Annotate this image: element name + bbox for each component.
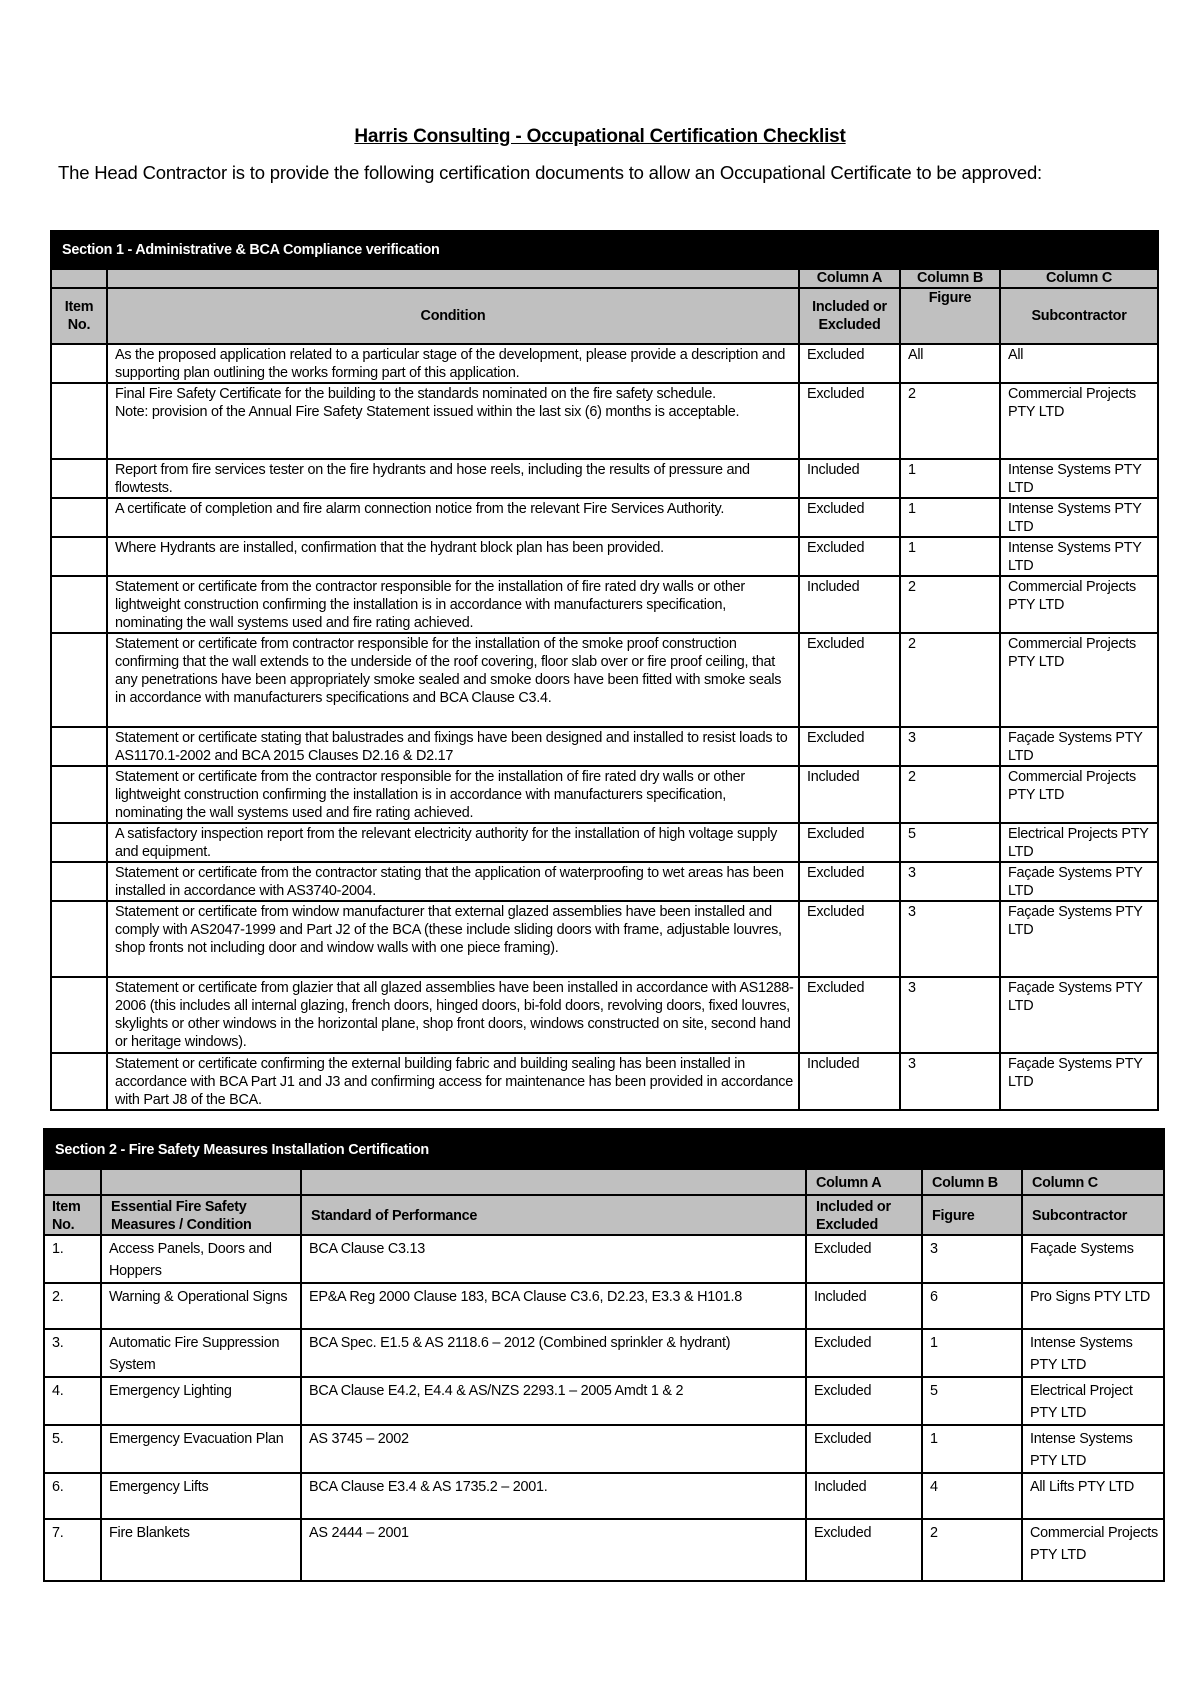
subcontractor-cell: Commercial Projects PTY LTD xyxy=(1000,383,1158,459)
intro-text: The Head Contractor is to provide the following certification documents to allow an Occupational Certificate to be approved: xyxy=(58,162,1042,183)
status-cell: Excluded xyxy=(806,1235,922,1283)
item-cell: 3. xyxy=(44,1329,101,1377)
item-cell xyxy=(51,498,107,537)
table-row xyxy=(51,1053,1158,1110)
status-cell: Excluded xyxy=(799,823,900,862)
condition-cell: Statement or certificate stating that balustrades and fixings have been designed and installed to resist loads to AS1170.1-2002 and BCA 2015 Clauses D2.16 & D2.17 xyxy=(107,727,799,766)
subcontractor-cell: Intense Systems PTY LTD xyxy=(1000,537,1158,576)
condition-cell: Report from fire services tester on the fire hydrants and hose reels, including the results of pressure and flowtests. xyxy=(107,459,799,498)
status-cell: Included xyxy=(799,459,900,498)
item-cell: 6. xyxy=(44,1473,101,1519)
status-cell: Excluded xyxy=(799,727,900,766)
blank-cell xyxy=(44,1169,101,1195)
condition-cell: Statement or certificate from glazier that all glazed assemblies have been installed in accordance with AS1288-2006 (this includes all internal glazing, french doors, hinged doors, bi-fold doors, revolving doors, fixed louvres, skylights or other windows in the horizontal plane, shop front doors, windows constructed on site, second hand or heritage windows). xyxy=(107,977,799,1053)
measure-cell: Emergency Lifts xyxy=(101,1473,301,1519)
table-row xyxy=(51,344,1158,383)
item-cell xyxy=(51,576,107,633)
figure-cell: 1 xyxy=(922,1425,1022,1473)
item-cell xyxy=(51,862,107,901)
item-cell xyxy=(51,977,107,1053)
subcontractor-cell: Façade Systems PTY LTD xyxy=(1000,862,1158,901)
subcontractor-cell: Commercial Projects PTY LTD xyxy=(1000,766,1158,823)
figure-cell: 2 xyxy=(900,633,1000,727)
column-b-label: Column B xyxy=(900,269,1000,288)
table-row xyxy=(44,1235,1164,1283)
condition-cell: Where Hydrants are installed, confirmation that the hydrant block plan has been provided. xyxy=(107,537,799,576)
table-row xyxy=(51,823,1158,862)
table-row xyxy=(44,1377,1164,1425)
figure-cell: 2 xyxy=(900,576,1000,633)
table-row xyxy=(51,383,1158,459)
table-row xyxy=(51,901,1158,977)
subcontractor-cell: Façade Systems PTY LTD xyxy=(1000,727,1158,766)
standard-cell: EP&A Reg 2000 Clause 183, BCA Clause C3.6, D2.23, E3.3 & H101.8 xyxy=(301,1283,806,1329)
condition-cell: A certificate of completion and fire alarm connection notice from the relevant Fire Services Authority. xyxy=(107,498,799,537)
item-cell xyxy=(51,727,107,766)
condition-cell: Statement or certificate from the contractor responsible for the installation of fire rated dry walls or other lightweight construction confirming the installation is in accordance with manufacturers specification, nominating the wall systems used and fire rating achieved. xyxy=(107,576,799,633)
measure-header: Essential Fire Safety Measures / Condition xyxy=(101,1195,301,1235)
column-b-label: Column B xyxy=(922,1169,1022,1195)
standard-cell: BCA Clause C3.13 xyxy=(301,1235,806,1283)
figure-cell: 5 xyxy=(922,1377,1022,1425)
blank-cell xyxy=(101,1169,301,1195)
status-cell: Included xyxy=(799,766,900,823)
table-row xyxy=(51,459,1158,498)
table-row xyxy=(51,862,1158,901)
item-cell xyxy=(51,344,107,383)
item-cell xyxy=(51,766,107,823)
status-cell: Excluded xyxy=(806,1519,922,1581)
section2-table xyxy=(43,1128,1165,1582)
blank-cell xyxy=(51,269,107,288)
item-cell: 7. xyxy=(44,1519,101,1581)
subcontractor-cell: Intense Systems PTY LTD xyxy=(1000,459,1158,498)
figure-cell: All xyxy=(900,344,1000,383)
subcontractor-header: Subcontractor xyxy=(1022,1195,1164,1235)
standard-cell: AS 2444 – 2001 xyxy=(301,1519,806,1581)
section1-table xyxy=(50,230,1159,1111)
table-row xyxy=(44,1425,1164,1473)
subcontractor-cell: Façade Systems PTY LTD xyxy=(1000,1053,1158,1110)
subcontractor-cell: Commercial Projects PTY LTD xyxy=(1000,633,1158,727)
item-cell xyxy=(51,1053,107,1110)
item-cell xyxy=(51,901,107,977)
standard-header: Standard of Performance xyxy=(301,1195,806,1235)
figure-cell: 2 xyxy=(922,1519,1022,1581)
status-cell: Excluded xyxy=(799,977,900,1053)
table-row xyxy=(51,537,1158,576)
subcontractor-cell: Commercial Projects PTY LTD xyxy=(1022,1519,1164,1581)
figure-cell: 1 xyxy=(922,1329,1022,1377)
measure-cell: Emergency Evacuation Plan xyxy=(101,1425,301,1473)
table-row xyxy=(51,977,1158,1053)
condition-cell: Statement or certificate from window manufacturer that external glazed assemblies have been installed and comply with AS2047-1999 and Part J2 of the BCA (these include sliding doors with frame, adjustable louvres, shop fronts not including door and window walls with one piece framing). xyxy=(107,901,799,977)
condition-cell: Statement or certificate confirming the external building fabric and building sealing has been installed in accordance with BCA Part J1 and J3 and confirming access for maintenance has been provided in accordance with Part J8 of the BCA. xyxy=(107,1053,799,1110)
item-no-header: Item No. xyxy=(44,1195,101,1235)
standard-cell: AS 3745 – 2002 xyxy=(301,1425,806,1473)
included-excluded-header: Included or Excluded xyxy=(799,288,900,344)
figure-cell: 2 xyxy=(900,766,1000,823)
status-cell: Excluded xyxy=(806,1425,922,1473)
page-title: Harris Consulting - Occupational Certification Checklist xyxy=(354,126,846,147)
subcontractor-header: Subcontractor xyxy=(1000,288,1158,344)
subcontractor-cell: Façade Systems PTY LTD xyxy=(1000,977,1158,1053)
section1-rows xyxy=(51,344,1158,1110)
item-cell xyxy=(51,823,107,862)
status-cell: Excluded xyxy=(799,862,900,901)
condition-text: Final Fire Safety Certificate for the building to the standards nominated on the fire safety schedule. xyxy=(115,386,716,402)
measure-cell: Fire Blankets xyxy=(101,1519,301,1581)
table-row xyxy=(51,727,1158,766)
figure-cell: 3 xyxy=(900,1053,1000,1110)
table-row xyxy=(44,1283,1164,1329)
figure-cell: 4 xyxy=(922,1473,1022,1519)
condition-note: Note: provision of the Annual Fire Safety Statement issued within the last six (6) months is acceptable. xyxy=(115,404,740,420)
standard-cell: BCA Spec. E1.5 & AS 2118.6 – 2012 (Combined sprinkler & hydrant) xyxy=(301,1329,806,1377)
table-row xyxy=(51,498,1158,537)
subcontractor-cell: All xyxy=(1000,344,1158,383)
subcontractor-cell: Intense Systems PTY LTD xyxy=(1022,1425,1164,1473)
subcontractor-cell: Façade Systems xyxy=(1022,1235,1164,1283)
blank-cell xyxy=(107,269,799,288)
table-row xyxy=(44,1519,1164,1581)
subcontractor-cell: Commercial Projects PTY LTD xyxy=(1000,576,1158,633)
condition-cell: A satisfactory inspection report from the relevant electricity authority for the installation of high voltage supply and equipment. xyxy=(107,823,799,862)
condition-cell xyxy=(107,383,799,459)
status-cell: Excluded xyxy=(799,498,900,537)
table-row xyxy=(44,1473,1164,1519)
figure-cell: 6 xyxy=(922,1283,1022,1329)
figure-cell: 3 xyxy=(900,862,1000,901)
section2-rows xyxy=(44,1235,1164,1581)
item-cell xyxy=(51,383,107,459)
status-cell: Excluded xyxy=(799,633,900,727)
status-cell: Included xyxy=(799,1053,900,1110)
item-cell xyxy=(51,633,107,727)
status-cell: Excluded xyxy=(799,537,900,576)
measure-cell: Automatic Fire Suppression System xyxy=(101,1329,301,1377)
table-row xyxy=(51,576,1158,633)
status-cell: Excluded xyxy=(806,1377,922,1425)
figure-cell: 1 xyxy=(900,537,1000,576)
column-a-label: Column A xyxy=(806,1169,922,1195)
measure-cell: Emergency Lighting xyxy=(101,1377,301,1425)
condition-header: Condition xyxy=(107,288,799,344)
item-cell: 2. xyxy=(44,1283,101,1329)
condition-cell: Statement or certificate from the contractor responsible for the installation of fire rated dry walls or other lightweight construction confirming the installation is in accordance with manufacturers specification, nominating the wall systems used and fire rating achieved. xyxy=(107,766,799,823)
measure-cell: Access Panels, Doors and Hoppers xyxy=(101,1235,301,1283)
figure-cell: 3 xyxy=(900,727,1000,766)
figure-cell: 2 xyxy=(900,383,1000,459)
item-cell: 5. xyxy=(44,1425,101,1473)
figure-cell: 3 xyxy=(900,901,1000,977)
table-row xyxy=(51,633,1158,727)
item-cell xyxy=(51,537,107,576)
figure-cell: 3 xyxy=(922,1235,1022,1283)
figure-cell: 1 xyxy=(900,498,1000,537)
section1-heading: Section 1 - Administrative & BCA Compliance verification xyxy=(51,231,1158,269)
item-no-header: Item No. xyxy=(51,288,107,344)
section2-heading: Section 2 - Fire Safety Measures Installation Certification xyxy=(44,1129,1164,1169)
status-cell: Included xyxy=(806,1283,922,1329)
blank-cell xyxy=(301,1169,806,1195)
subcontractor-cell: Façade Systems PTY LTD xyxy=(1000,901,1158,977)
table-row xyxy=(44,1329,1164,1377)
status-cell: Included xyxy=(806,1473,922,1519)
subcontractor-cell: All Lifts PTY LTD xyxy=(1022,1473,1164,1519)
standard-cell: BCA Clause E3.4 & AS 1735.2 – 2001. xyxy=(301,1473,806,1519)
figure-cell: 5 xyxy=(900,823,1000,862)
figure-cell: 1 xyxy=(900,459,1000,498)
condition-cell: Statement or certificate from the contractor stating that the application of waterproofing to wet areas has been installed in accordance with AS3740-2004. xyxy=(107,862,799,901)
status-cell: Excluded xyxy=(799,901,900,977)
status-cell: Included xyxy=(799,576,900,633)
status-cell: Excluded xyxy=(806,1329,922,1377)
condition-cell: Statement or certificate from contractor responsible for the installation of the smoke proof construction confirming that the wall extends to the underside of the roof covering, floor slab over or fire proof ceiling, that any penetrations have been appropriately smoke sealed and smoke doors have been fitted with smoke seals in accordance with manufacturers specifications and BCA Clause C3.4. xyxy=(107,633,799,727)
status-cell: Excluded xyxy=(799,383,900,459)
figure-header: Figure xyxy=(900,288,1000,344)
column-c-label: Column C xyxy=(1022,1169,1164,1195)
status-cell: Excluded xyxy=(799,344,900,383)
table-row xyxy=(51,766,1158,823)
column-c-label: Column C xyxy=(1000,269,1158,288)
subcontractor-cell: Electrical Project PTY LTD xyxy=(1022,1377,1164,1425)
item-cell xyxy=(51,459,107,498)
figure-header: Figure xyxy=(922,1195,1022,1235)
item-cell: 4. xyxy=(44,1377,101,1425)
subcontractor-cell: Pro Signs PTY LTD xyxy=(1022,1283,1164,1329)
figure-cell: 3 xyxy=(900,977,1000,1053)
column-a-label: Column A xyxy=(799,269,900,288)
standard-cell: BCA Clause E4.2, E4.4 & AS/NZS 2293.1 – 2005 Amdt 1 & 2 xyxy=(301,1377,806,1425)
subcontractor-cell: Intense Systems PTY LTD xyxy=(1022,1329,1164,1377)
subcontractor-cell: Intense Systems PTY LTD xyxy=(1000,498,1158,537)
included-excluded-header: Included or Excluded xyxy=(806,1195,922,1235)
measure-cell: Warning & Operational Signs xyxy=(101,1283,301,1329)
condition-cell: As the proposed application related to a particular stage of the development, please provide a description and supporting plan outlining the works forming part of this application. xyxy=(107,344,799,383)
subcontractor-cell: Electrical Projects PTY LTD xyxy=(1000,823,1158,862)
item-cell: 1. xyxy=(44,1235,101,1283)
